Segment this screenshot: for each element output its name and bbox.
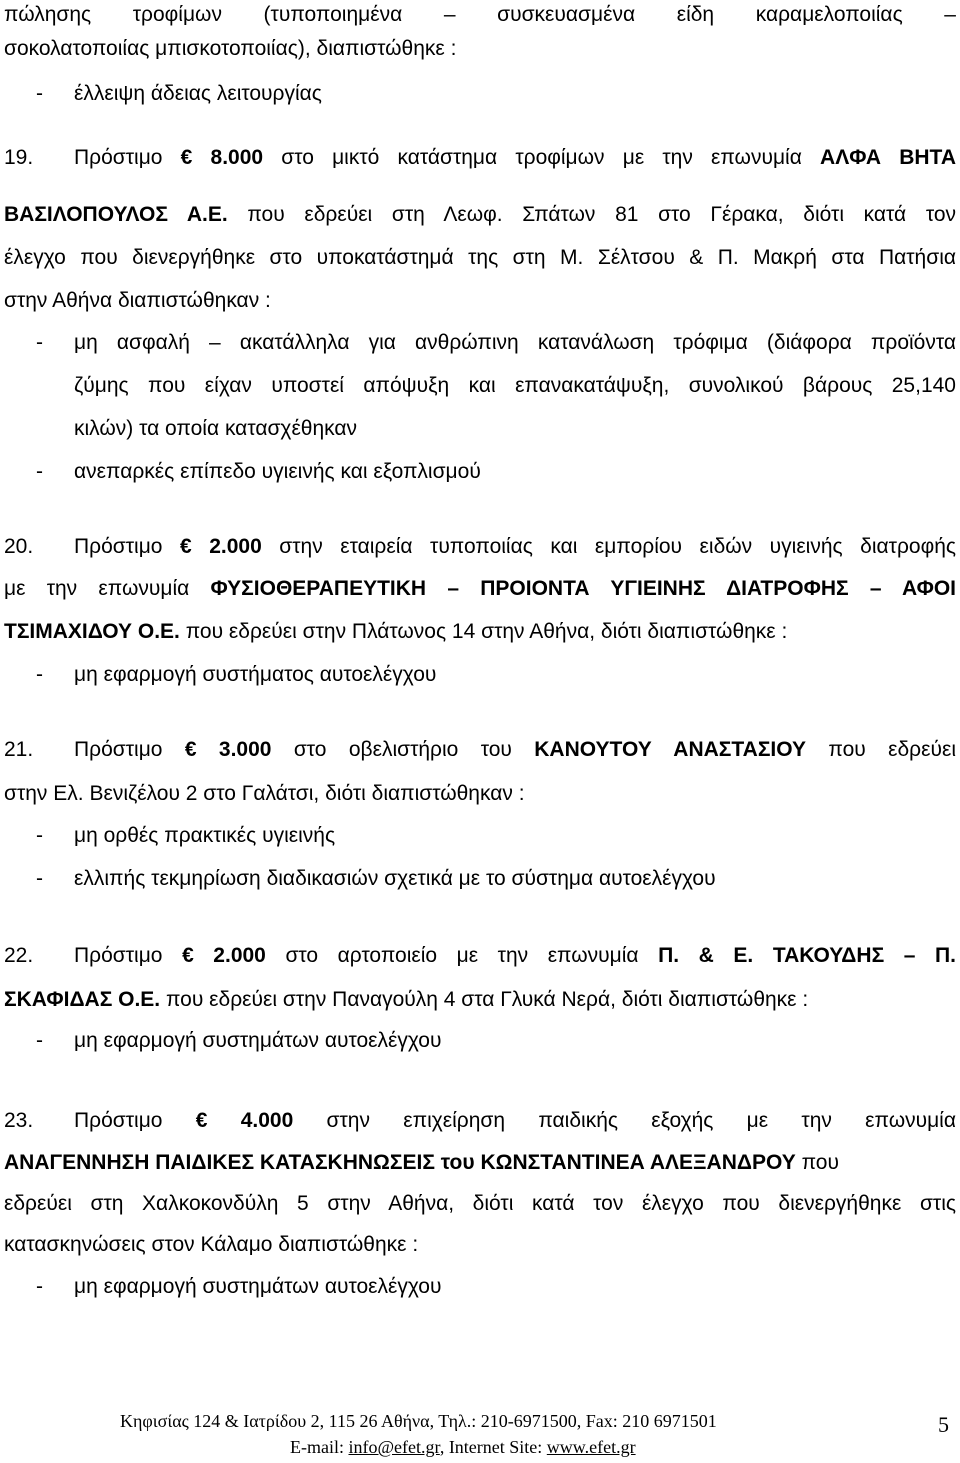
item-number: 23. [4,1109,34,1132]
bullet-text: έλλειψη άδειας λειτουργίας [74,82,322,105]
company-name: ΤΣΙΜΑΧΙΔΟΥ Ο.Ε. [4,620,180,643]
fine-amount: € 4.000 [195,1109,294,1132]
item-20-line-2: με την επωνυμία ΦΥΣΙΟΘΕΡΑΠΕΥΤΙΚΗ – ΠΡΟΙΟΝΤΑ ΥΓΙΕΙΝΗΣ ΔΙΑΤΡΟΦΗΣ – ΑΦΟΙ [4,577,957,600]
item-19-line-1: 19. Πρόστιμο € 8.000 στο μικτό κατάστημα τροφίμων με την επωνυμία ΑΛΦΑ ΒΗΤΑ [4,143,956,173]
item-19-bullet-1-cont: ζύμης που είχαν υποστεί απόψυξη και επανακατάψυξη, συνολικού βάρους 25,140 [74,374,956,397]
bullet-text: ελλιπής τεκμηρίωση διαδικασιών σχετικά με το σύστημα αυτοελέγχου [74,867,716,890]
intro-bullet [4,79,956,109]
item-21-line-1: 21. Πρόστιμο € 3.000 στο οβελιστήριο του ΚΑΝΟΥΤΟΥ ΑΝΑΣΤΑΣΙΟΥ που εδρεύει [4,735,956,765]
bullet-text: ανεπαρκές επίπεδο υγιεινής και εξοπλισμού [74,460,481,483]
item-19-line-4: στην Αθήνα διαπιστώθηκαν : [4,289,271,312]
item-number: 22. [4,944,34,967]
footer-address: Κηφισίας 124 & Ιατρίδου 2, 115 26 Αθήνα, Τηλ.: 210-6971500, Fax: 210 6971501 [120,1411,717,1431]
bullet-text: μη εφαρμογή συστημάτων αυτοελέγχου [74,1029,442,1052]
bullet-dash: - [36,663,43,686]
item-21-bullet-2 [4,864,956,894]
bullet-dash: - [36,82,43,105]
intro-line-2: σοκολατοποιίας μπισκοτοποιίας), διαπιστώθηκε : [4,37,457,60]
item-23-line-3: εδρεύει στη Χαλκοκονδύλη 5 στην Αθήνα, διότι κατά τον έλεγχο που διενεργήθηκε στις [4,1192,956,1215]
bullet-dash: - [36,1275,43,1298]
bullet-dash: - [36,460,43,483]
item-22-line-2: ΣΚΑΦΙΔΑΣ Ο.Ε. που εδρεύει στην Παναγούλη 4 στα Γλυκά Νερά, διότι διαπιστώθηκε : [4,988,809,1011]
item-number: 19. [4,146,34,169]
intro-line-1: πώλησης τροφίμων (τυποποιημένα – συσκευασμένα είδη καραμελοποιίας – [4,3,956,26]
fine-amount: € 2.000 [182,944,266,967]
company-name: ΦΥΣΙΟΘΕΡΑΠΕΥΤΙΚΗ – ΠΡΟΙΟΝΤΑ ΥΓΙΕΙΝΗΣ ΔΙΑΤΡΟΦΗΣ – ΑΦΟΙ [210,577,957,600]
item-number: 21. [4,738,34,761]
bullet-dash: - [36,1029,43,1052]
item-23-line-2: ΑΝΑΓΕΝΝΗΣΗ ΠΑΙΔΙΚΕΣ ΚΑΤΑΣΚΗΝΩΣΕΙΣ του ΚΩΝΣΤΑΝΤΙΝΕΑ ΑΛΕΞΑΝΔΡΟΥ που [4,1151,839,1174]
item-23-bullet-1 [4,1272,956,1302]
footer-contact: E-mail: info@efet.gr, Internet Site: www.efet.gr [290,1437,636,1457]
item-19-bullet-1-text: μη ασφαλή – ακατάλληλα για ανθρώπινη κατανάλωση τρόφιμα (διάφορα προϊόντα [74,331,956,354]
bullet-dash: - [36,331,43,354]
bullet-dash: - [36,867,43,890]
page-number: 5 [938,1412,949,1437]
bullet-text: μη ορθές πρακτικές υγιεινής [74,824,336,847]
item-19-line-3: έλεγχο που διενεργήθηκε στο υποκατάστημά της στη Μ. Σέλτσου & Π. Μακρή στα Πατήσια [4,246,956,269]
item-21-bullet-1 [4,821,956,851]
item-23-line-1: 23. Πρόστιμο € 4.000 στην επιχείρηση παιδικής εξοχής με την επωνυμία [4,1106,956,1136]
item-number: 20. [4,535,34,558]
company-name: ΑΝΑΓΕΝΝΗΣΗ ΠΑΙΔΙΚΕΣ ΚΑΤΑΣΚΗΝΩΣΕΙΣ του ΚΩΝΣΤΑΝΤΙΝΕΑ ΑΛΕΞΑΝΔΡΟΥ [4,1151,796,1174]
company-name: ΣΚΑΦΙΔΑΣ Ο.Ε. [4,988,161,1011]
company-name: ΑΛΦΑ ΒΗΤΑ [820,146,956,169]
fine-amount: € 2.000 [180,535,262,558]
item-22-bullet-1 [4,1026,956,1056]
item-23-line-4: κατασκηνώσεις στον Κάλαμο διαπιστώθηκε : [4,1233,419,1256]
company-name: ΒΑΣΙΛΟΠΟΥΛΟΣ Α.Ε. [4,203,228,226]
item-19-bullet-2 [4,457,956,487]
item-20-line-3: ΤΣΙΜΑΧΙΔΟΥ Ο.Ε. που εδρεύει στην Πλάτωνος 14 στην Αθήνα, διότι διαπιστώθηκε : [4,620,788,643]
company-name: ΚΑΝΟΥΤΟΥ ΑΝΑΣΤΑΣΙΟΥ [534,738,807,761]
item-19-bullet-1-cont: κιλών) τα οποία κατασχέθηκαν [74,417,358,440]
item-20-bullet-1 [4,660,956,690]
bullet-dash: - [36,824,43,847]
website-link[interactable]: www.efet.gr [546,1437,636,1457]
company-name: Π. & Ε. ΤΑΚΟΥΔΗΣ – Π. [658,944,956,967]
item-22-line-1: 22. Πρόστιμο € 2.000 στο αρτοποιείο με την επωνυμία Π. & Ε. ΤΑΚΟΥΔΗΣ – Π. [4,941,956,971]
bullet-text: μη εφαρμογή συστημάτων αυτοελέγχου [74,1275,442,1298]
fine-amount: € 3.000 [184,738,272,761]
item-21-line-2: στην Ελ. Βενιζέλου 2 στο Γαλάτσι, διότι διαπιστώθηκαν : [4,782,525,805]
item-20-line-1: 20. Πρόστιμο € 2.000 στην εταιρεία τυποποιίας και εμπορίου ειδών υγιεινής διατροφής [4,532,956,562]
fine-amount: € 8.000 [180,146,264,169]
item-19-line-2: ΒΑΣΙΛΟΠΟΥΛΟΣ Α.Ε. που εδρεύει στη Λεωφ. Σπάτων 81 στο Γέρακα, διότι κατά τον [4,203,957,226]
bullet-text: μη εφαρμογή συστήματος αυτοελέγχου [74,663,437,686]
email-link[interactable]: info@efet.gr [348,1437,440,1457]
